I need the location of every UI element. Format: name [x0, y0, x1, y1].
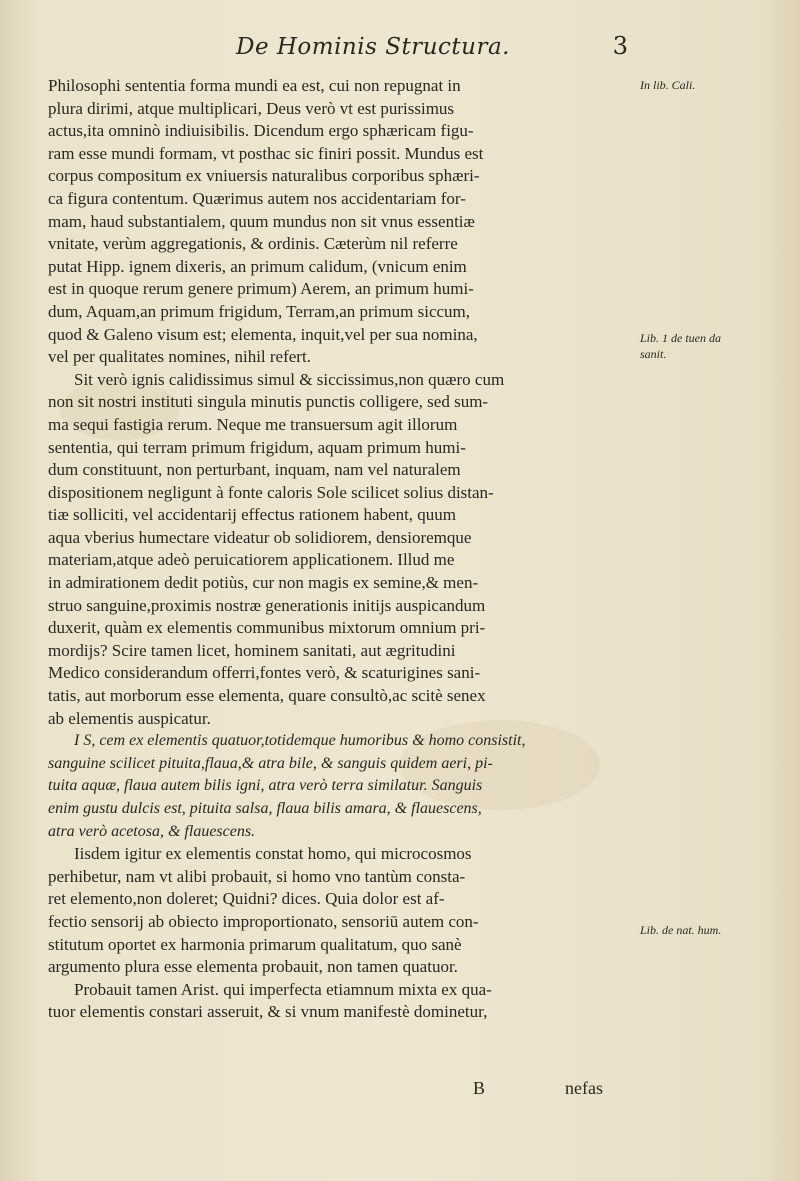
text-line: argumento plura esse elementa probauit, non tamen quatuor.	[48, 957, 458, 977]
text-line: sententia, qui terram primum frigidum, aquam primum humi-	[48, 437, 466, 457]
text-line: dum, Aquam,an primum frigidum, Terram,an primum siccum,	[48, 301, 471, 321]
italic-quote-line: tuita aquæ, flaua autem bilis igni, atra verò terra similatur. Sanguis	[48, 777, 483, 795]
text-line: mam, haud substantialem, quum mundus non sit vnus essentiæ	[48, 211, 475, 231]
text-line: dum constituunt, non perturbant, inquam, nam vel naturalem	[48, 460, 461, 480]
text-line: ab elementis auspicatur.	[48, 708, 211, 728]
margin-note: Lib. 1 de tuen da sanit.	[640, 331, 721, 361]
margin-note: Lib. de nat. hum.	[640, 923, 722, 937]
signature-mark: B	[473, 1078, 486, 1098]
margin-note: In lib. Cali.	[640, 78, 696, 92]
text-line: non sit nostri instituti singula minutis punctis colligere, sed sum-	[48, 392, 489, 412]
catchword: nefas	[565, 1078, 603, 1098]
text-line: ma sequi fastigia rerum. Neque me transuersum agit illorum	[48, 414, 458, 434]
text-line: in admirationem dedit potiùs, cur non magis ex semine,& men-	[48, 573, 479, 593]
text-line: est in quoque rerum genere primum) Aerem, an primum humi-	[48, 279, 474, 299]
page-footer	[0, 1078, 800, 1108]
text-line: aqua vberius humectare videatur ob solidiorem, densioremque	[48, 527, 472, 547]
text-line: tiæ solliciti, vel accidentarij effectus rationem habent, quum	[48, 505, 457, 525]
italic-quote-line: sanguine scilicet pituita,flaua,& atra bile, & sanguis quidem aeri, pi-	[48, 754, 493, 772]
text-line: fectio sensorij ab obiecto improportionato, sensoriū autem con-	[48, 911, 479, 931]
text-line: tuor elementis constari asseruit, & si vnum manifestè dominetur,	[48, 1002, 488, 1022]
text-line: ret elemento,non doleret; Quidni? dices. Quia dolor est af-	[48, 889, 445, 909]
text-line: duxerit, quàm ex elementis communibus mixtorum omnium pri-	[48, 618, 486, 638]
running-head: De Hominis Structura.	[236, 34, 510, 60]
text-line: Philosophi sententia forma mundi ea est, cui non repugnat in	[48, 76, 461, 95]
text-line: struo sanguine,proximis nostræ generationis initijs auspicandum	[48, 595, 486, 615]
text-line: ram esse mundi formam, vt posthac sic finiri possit. Mundus est	[48, 143, 484, 163]
text-line: stitutum oportet ex harmonia primarum qualitatum, quo sanè	[48, 934, 462, 954]
text-line: Sit verò ignis calidissimus simul & siccissimus,non quæro cum	[74, 369, 505, 389]
text-line: actus,ita omninò indiuisibilis. Dicendum ergo sphæricam figu-	[48, 121, 474, 141]
text-line: putat Hipp. ignem dixeris, an primum calidum, (vnicum enim	[48, 256, 467, 276]
text-line: mordijs? Scire tamen licet, hominem sanitati, aut ægritudini	[48, 640, 456, 660]
page-header	[150, 34, 630, 74]
text-line: plura dirimi, atque multiplicari, Deus verò vt est purissimus	[48, 98, 455, 118]
italic-quote-line: I S, cem ex elementis quatuor,totidemque humoribus & homo consistit,	[74, 732, 526, 750]
page-number: 3	[612, 32, 628, 60]
text-line: perhibetur, nam vt alibi probauit, si homo vno tantùm consta-	[48, 866, 466, 886]
italic-quote-line: atra verò acetosa, & flauescens.	[48, 822, 256, 840]
text-line: vel per qualitates nomines, nihil refert.	[48, 347, 311, 367]
text-line: corpus compositum ex vniuersis naturalibus corporibus sphæri-	[48, 166, 480, 186]
main-text-block	[48, 75, 636, 1024]
text-line: Iisdem igitur ex elementis constat homo, qui microcosmos	[74, 844, 472, 864]
text-line: vnitate, verùm aggregationis, & ordinis. Cæterùm nil referre	[48, 234, 458, 254]
text-line: dispositionem negligunt à fonte caloris Sole scilicet solius distan-	[48, 482, 494, 502]
text-line: tatis, aut morborum esse elementa, quare consultò,ac scitè senex	[48, 686, 486, 706]
text-line: ca figura contentum. Quærimus autem nos accidentariam for-	[48, 188, 466, 208]
text-line: Medico considerandum offerri,fontes verò, & scaturigines sani-	[48, 663, 481, 683]
italic-quote-line: enim gustu dulcis est, pituita salsa, flaua bilis amara, & flauescens,	[48, 800, 482, 817]
text-line: quod & Galeno visum est; elementa, inquit,vel per sua nomina,	[48, 324, 478, 344]
text-line: materiam,atque adeò peruicatiorem applicationem. Illud me	[48, 550, 455, 570]
text-line: Probauit tamen Arist. qui imperfecta etiamnum mixta ex qua-	[74, 979, 492, 999]
